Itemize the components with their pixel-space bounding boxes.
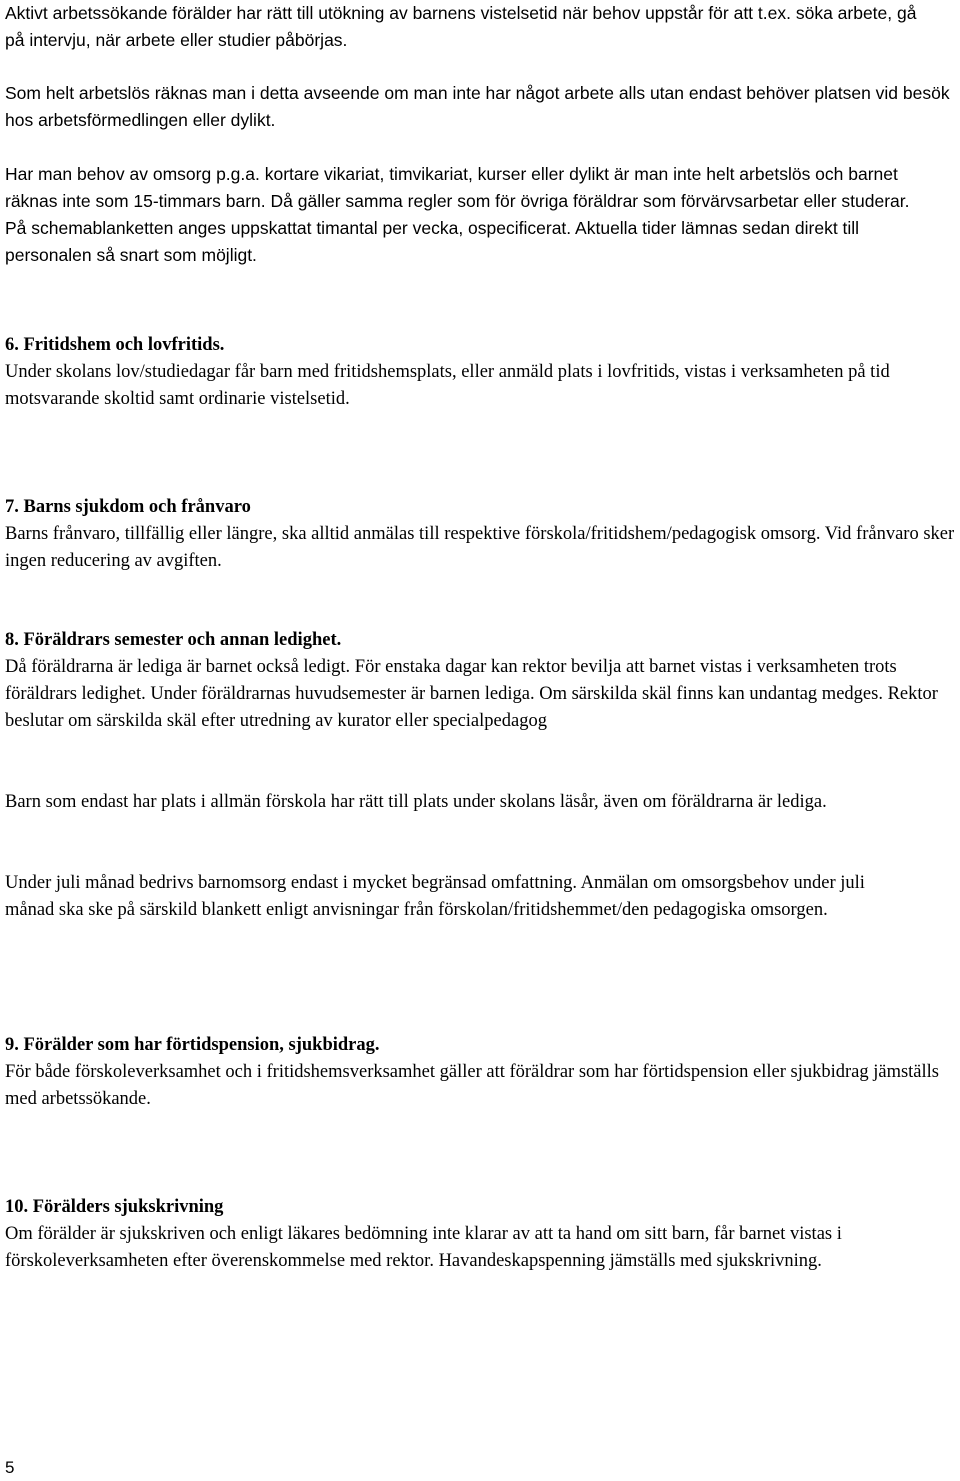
section-8-heading: 8. Föräldrars semester och annan ledighet.: [5, 630, 342, 650]
section-6-heading: 6. Fritidshem och lovfritids.: [5, 335, 225, 355]
section-9-heading: 9. Förälder som har förtidspension, sjukbidrag.: [5, 1035, 380, 1055]
section-8-body-general-preschool: Barn som endast har plats i allmän förskola har rätt till plats under skolans läsår, även om föräldrarna är lediga.: [5, 792, 827, 812]
section-10: [5, 1194, 957, 1275]
section-8-body-july: Under juli månad bedrivs barnomsorg endast i mycket begränsad omfattning. Anmälan om omsorgsbehov under juli månad ska ske på särskild blankett enligt anvisningar från förskolan/fritidshemmet/den pedagogiska omsorgen.: [5, 873, 865, 920]
section-10-body: Om förälder är sjukskriven och enligt läkares bedömning inte klarar av att ta hand om sitt barn, får barnet vistas i förskoleverksamheten efter överenskommelse med rektor. Havandeskapspenning jämställs med sjukskrivning.: [5, 1224, 842, 1271]
section-8-body: Då föräldrarna är lediga är barnet också ledigt. För enstaka dagar kan rektor bevilja att barnet vistas i verksamheten trots föräldrars ledighet. Under föräldrarnas huvudsemester är barnen lediga. Om särskilda skäl finns kan undantag medges. Rektor beslutar om särskilda skäl efter utredning av kurator eller specialpedagog: [5, 657, 938, 731]
section-9-body: För både förskoleverksamhet och i fritidshemsverksamhet gäller att föräldrar som har förtidspension eller sjukbidrag jämställs med arbetssökande.: [5, 1062, 939, 1109]
page-number: 5: [5, 1458, 15, 1477]
section-7-heading: 7. Barns sjukdom och frånvaro: [5, 497, 251, 517]
section-9: [5, 1032, 957, 1113]
section-7-body: Barns frånvaro, tillfällig eller längre, ska alltid anmälas till respektive förskola/fritidshem/pedagogisk omsorg. Vid frånvaro sker ingen reducering av avgiften.: [5, 524, 955, 571]
section-10-heading: 10. Förälders sjukskrivning: [5, 1197, 224, 1217]
section-7: [5, 494, 957, 575]
paragraph-fully-unemployed: Som helt arbetslös räknas man i detta avseende om man inte har något arbete alls utan endast behöver platsen vid besök hos arbetsförmedlingen eller dylikt.: [5, 83, 950, 130]
paragraph-active-jobseeker: Aktivt arbetssökande förälder har rätt till utökning av barnens vistelsetid när behov uppstår för att t.ex. söka arbete, gå på intervju, när arbete eller studier påbörjas.: [5, 3, 917, 50]
section-6: [5, 332, 957, 413]
section-6-body: Under skolans lov/studiedagar får barn med fritidshemsplats, eller anmäld plats i lovfritids, vistas i verksamheten på tid motsvarande skoltid samt ordinarie vistelsetid.: [5, 362, 890, 409]
section-8: [5, 627, 957, 735]
paragraph-short-term-work: Har man behov av omsorg p.g.a. kortare vikariat, timvikariat, kurser eller dylikt är man inte helt arbetslös och barnet räknas inte som 15-timmars barn. Då gäller samma regler som för övriga föräldrar som förvärvsarbetar eller studerar. På schemablanketten anges uppskattat timantal per vecka, ospecificerat. Aktuella tider lämnas sedan direkt till personalen så snart som möjligt.: [5, 164, 910, 265]
